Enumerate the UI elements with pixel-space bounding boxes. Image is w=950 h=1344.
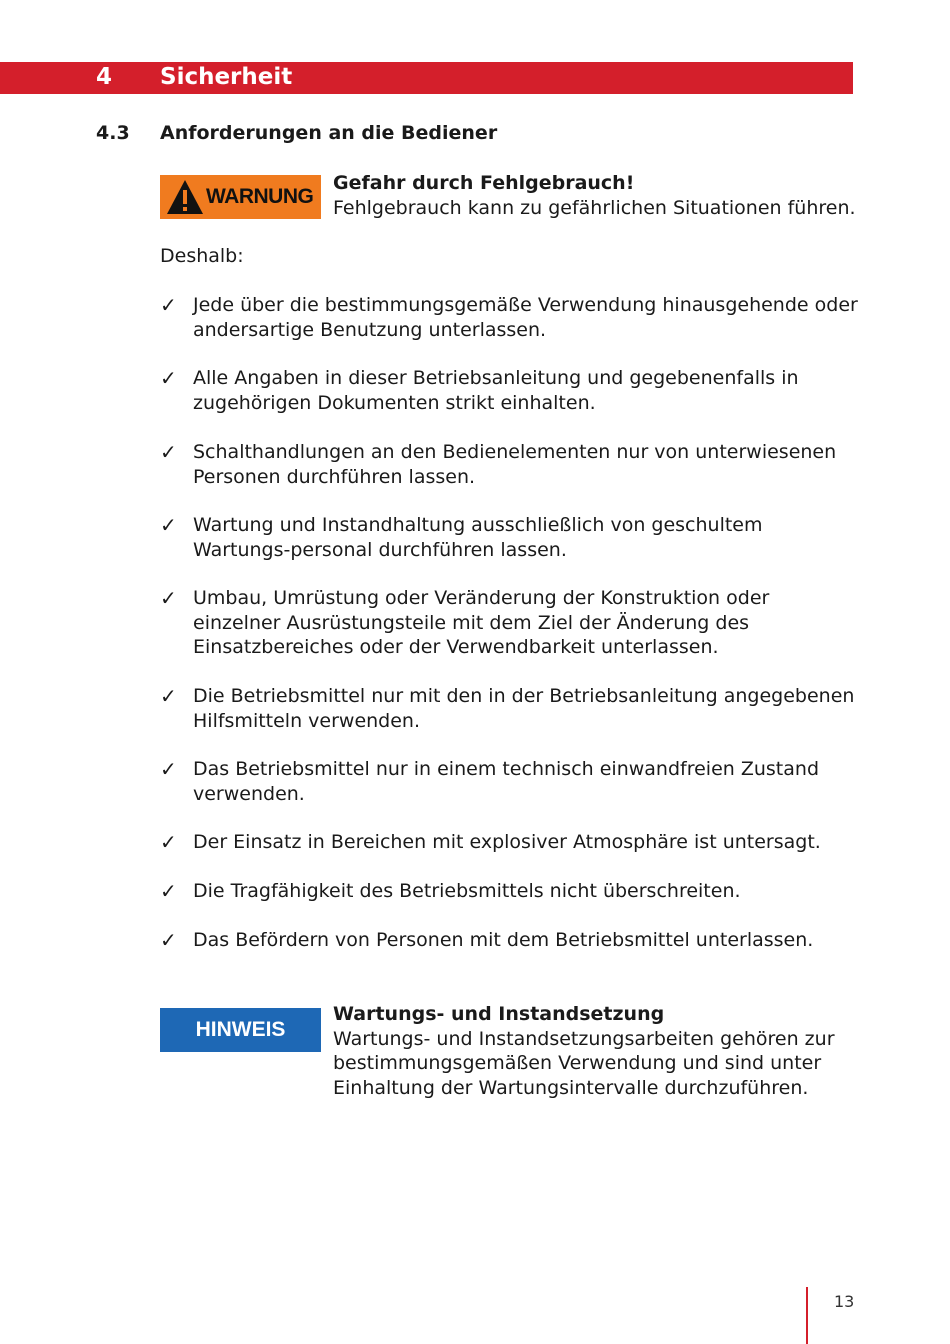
checklist-item-text: Schalthandlungen an den Bedienelementen nur von unterwiesenen Personen durchführen lassen. (193, 441, 837, 488)
checklist-item-text: Alle Angaben in dieser Betriebsanleitung und gegebenenfalls in zugehörigen Dokumenten strikt einhalten. (193, 367, 799, 414)
warning-note (333, 171, 873, 220)
warning-text: Fehlgebrauch kann zu gefährlichen Situationen führen. (333, 196, 856, 219)
hinweis-badge (160, 1008, 321, 1052)
checkmark-icon: ✓ (160, 830, 177, 854)
warning-triangle-icon (166, 178, 204, 220)
checklist-item-text: Jede über die bestimmungsgemäße Verwendung hinausgehende oder andersartige Benutzung unterlassen. (193, 294, 858, 341)
hinweis-heading: Wartungs- und Instandsetzung (333, 1003, 665, 1025)
checkmark-icon: ✓ (160, 879, 177, 903)
page-number: 13 (834, 1292, 855, 1311)
hinweis-badge-label: HINWEIS (195, 1018, 286, 1041)
checklist-item-text: Das Befördern von Personen mit dem Betriebsmittel unterlassen. (193, 929, 814, 951)
checklist-item-text: Die Betriebsmittel nur mit den in der Betriebsanleitung angegebenen Hilfsmitteln verwenden. (193, 685, 855, 732)
checklist-item-text: Das Betriebsmittel nur in einem technisch einwandfreien Zustand verwenden. (193, 758, 820, 805)
section-number: 4.3 (96, 122, 130, 144)
checklist-item-text: Wartung und Instandhaltung ausschließlich von geschultem Wartungs-personal durchführen lassen. (193, 514, 763, 561)
warning-badge (160, 175, 321, 219)
chapter-header-bar (0, 62, 853, 94)
chapter-title: Sicherheit (160, 64, 293, 90)
intro-text: Deshalb: (160, 245, 244, 267)
section-title: Anforderungen an die Bediener (160, 122, 498, 144)
checklist-item-text: Umbau, Umrüstung oder Veränderung der Konstruktion oder einzelner Ausrüstungsteile mit dem Ziel der Änderung des Einsatzbereiches oder der Verwendbarkeit unterlassen. (193, 587, 770, 658)
checkmark-icon: ✓ (160, 684, 177, 708)
chapter-number: 4 (96, 64, 113, 90)
checkmark-icon: ✓ (160, 757, 177, 781)
checklist-item-text: Die Tragfähigkeit des Betriebsmittels nicht überschreiten. (193, 880, 741, 902)
checkmark-icon: ✓ (160, 440, 177, 464)
hinweis-note (333, 1002, 873, 1100)
checkmark-icon: ✓ (160, 928, 177, 952)
warning-heading: Gefahr durch Fehlgebrauch! (333, 172, 635, 194)
checkmark-icon: ✓ (160, 513, 177, 537)
hinweis-text: Wartungs- und Instandsetzungsarbeiten gehören zur bestimmungsgemäßen Verwendung und sind unter Einhaltung der Wartungsintervalle durchzuführen. (333, 1027, 835, 1099)
checkmark-icon: ✓ (160, 366, 177, 390)
checklist-item-text: Der Einsatz in Bereichen mit explosiver Atmosphäre ist untersagt. (193, 831, 821, 853)
warning-badge-label: WARNUNG (206, 185, 314, 208)
checkmark-icon: ✓ (160, 293, 177, 317)
page-divider (806, 1287, 808, 1344)
checkmark-icon: ✓ (160, 586, 177, 610)
